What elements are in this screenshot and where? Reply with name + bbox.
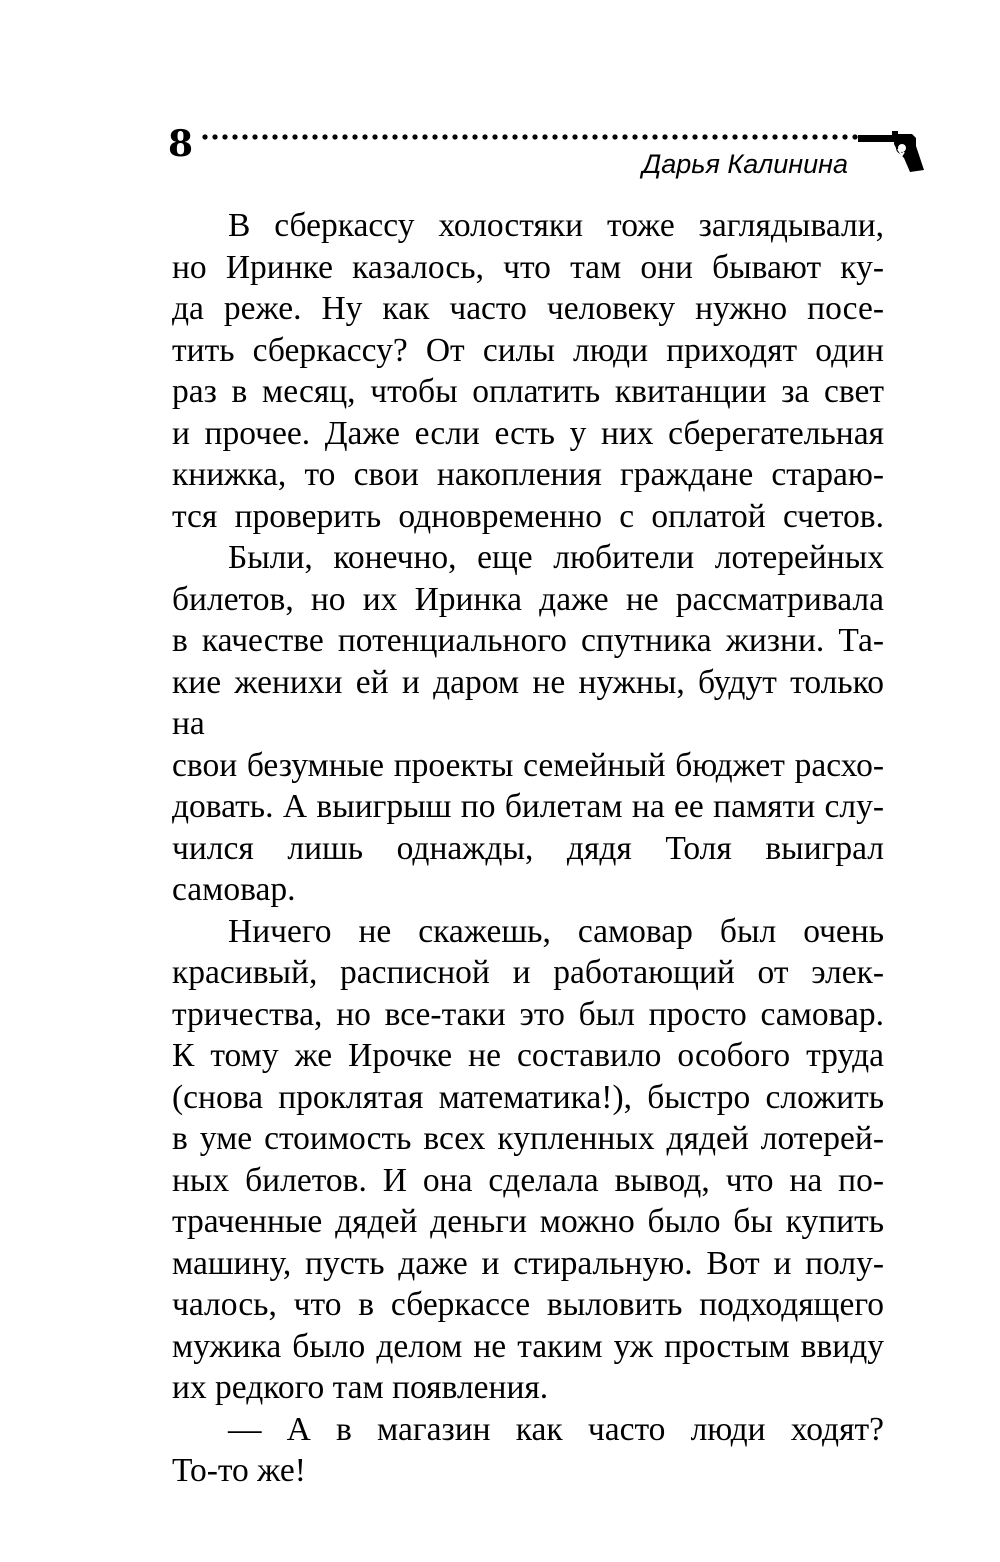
dotted-leader (200, 133, 860, 141)
text-line: К тому же Ирочке не составило особого труда (172, 1037, 884, 1074)
text-line: кие женихи ей и даром не нужны, будут только на (172, 663, 884, 742)
text-line: тричества, но все-таки это был просто самовар. (172, 995, 884, 1033)
text-line: Были, конечно, еще любители лотерейных (228, 539, 884, 576)
text-line: тить сберкассу? От силы люди приходят один (172, 331, 884, 369)
page-number: 8 (168, 123, 194, 165)
text-line: Ничего не скажешь, самовар был очень (228, 912, 884, 950)
paragraph (172, 205, 884, 537)
text-line: То-то же! (172, 1452, 306, 1489)
text-line: раз в месяц, чтобы оплатить квитанции за свет (172, 373, 884, 410)
text-line: в уме стоимость всех купленных дядей лотерей- (172, 1120, 884, 1157)
text-line: В сберкассу холостяки тоже заглядывали, (228, 207, 884, 244)
text-line: красивый, расписной и работающий от элек- (172, 954, 884, 991)
text-line: их редкого там появления. (172, 1369, 549, 1406)
text-line: тся проверить одновременно с оплатой счетов. (172, 497, 884, 535)
revolver-icon (858, 128, 924, 172)
text-line: (снова проклятая математика!), быстро сложить (172, 1078, 884, 1116)
text-line: но Иринке казалось, что там они бывают ку- (172, 248, 884, 286)
text-line: свои безумные проекты семейный бюджет расхо- (172, 746, 884, 784)
text-line: ных билетов. И она сделала вывод, что на по- (172, 1161, 884, 1199)
text-line: мужика было делом не таким уж простым ввиду (172, 1327, 884, 1365)
paragraph (172, 911, 884, 1409)
text-line: да реже. Ну как часто человеку нужно посе- (172, 290, 884, 327)
paragraph (172, 537, 884, 911)
text-line: траченные дядей деньги можно было бы купить (172, 1203, 884, 1240)
text-line: машину, пусть даже и стиральную. Вот и полу- (172, 1244, 884, 1282)
text-line: чалось, что в сберкассе выловить подходящего (172, 1286, 884, 1323)
page-header (0, 0, 1000, 200)
body-text (172, 205, 884, 1492)
text-line: — А в магазин как часто люди ходят? (228, 1410, 884, 1448)
text-line: чился лишь однажды, дядя Толя выиграл самовар. (172, 829, 884, 908)
text-line: и прочее. Даже если есть у них сберегательная (172, 414, 884, 452)
text-line: довать. А выигрыш по билетам на ее памяти слу- (172, 788, 884, 825)
text-line: в качестве потенциального спутника жизни. Та- (172, 622, 884, 659)
text-line: билетов, но их Иринка даже не рассматривала (172, 580, 884, 618)
paragraph (172, 1409, 884, 1492)
author-name: Дарья Калинина (642, 149, 848, 179)
text-line: книжка, то свои накопления граждане стараю- (172, 456, 884, 493)
